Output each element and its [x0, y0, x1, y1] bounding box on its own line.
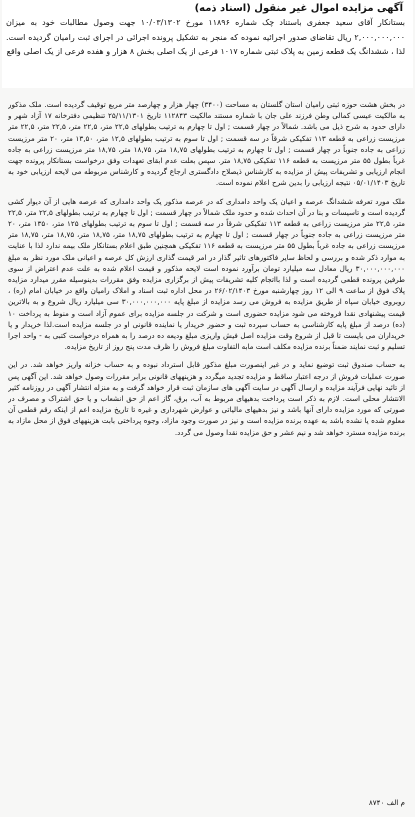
- notice-paragraph-1: در بخش هشت حوزه ثبتی رامیان استان گلستان به مساحت (۳۴۰۰) چهار هزار و چهارصد متر مربع توقیف گردیده است. ملک مذکور به مالکیت عیسی کمالی وطن فرزند علی جان با شماره مستند مالکیت ۱۱۲۸۴۳ تاریخ ۲۵/۱۱/۱۳۰۱ تنظیمی دفترخانه ۱۷ آزاد شهر و دارای حدود به شرح ذیل می باشد. شمالاً در چهار قسمت ; اول تا چهارم به ترتیب بطولهای ۲۲,۵ متر، ۲۲,۵ متر، ۲۲,۵ متر، ۲۲,۵ متر مرزیست زراعی به قطعه ۱۱۳ تفکیکی شرقاً در سه قسمت ; اول تا سوم به ترتیب بطولهای ۱۲,۵ متر، ۱۳,۵۰ متر، ۲۰ متر مرزیست زراعی به جاده جنوباً در چهار قسمت ; اول تا چهارم به ترتیب بطولهای ۱۸,۷۵ متر، ۱۸,۷۵ متر، ۱۸,۷۵ متر مرزیست زراعی به جاده غرباً بطول ۵۵ متر مرزیست به قطعه ۱۱۶ تفکیکی ۱۸,۷۵ متر. سپس بعلت عدم ابقای تعهدات وفق درخواست بستانکار پرونده جهت انجام ارزیابی و تشریفات پیش از مزایده به کارشناس ذیصلاح دادگستری ارجاع گردیده و کارشناس مربوطه می لایحه ارزیابی خود به تاریخ ۰۵/۰۱/۱۴۰۳ نتیجه ارزیابی را بدین شرح اعلام نموده است.: [8, 100, 405, 188]
- notice-footer-code: م الف ۸۷۴۰: [368, 798, 405, 807]
- notice-intro: بستانکار آقای سعید جعفری باستناد چک شماره ۱۱۸۹۶ مورخ ۱۰/۰۳/۱۳۰۲ جهت وصول مطالبات خود به میزان ۲,۰۰۰,۰۰۰,۰۰۰ ریال تقاضای صدور اجرائیه نموده که منجر به تشکیل پرونده اجرائی در اجرای ثبت رامیان گردیده است. لذا ، ششدانگ یک قطعه زمین به پلاک ثبتی شماره ۱۰۱۷ فرعی از یک اصلی بخش ۸ هزار و هفده فرعی از یک اصلی واقع: [6, 18, 406, 57]
- notice-title: آگهی مزایده اموال غیر منقول (اسناد ذمه): [194, 3, 403, 14]
- notice-body: [8, 99, 405, 799]
- notice-header-box: [2, 0, 413, 88]
- notice-paragraph-2: ملک مورد تعرفه ششدانگ عرصه و اعیان یک واحد دامداری که در عرصه مذکور یک واحد دامداری که عرصه هایی از آن دیوار کشی گردیده است و تاسیسات و بنا در آن احداث شده و حدود ملک شمالاً در چهار قسمت ; اول تا چهارم به ترتیب بطولهای ۲۲,۵ متر، ۲۲,۵ متر، ۲۲,۵ متر مرزیست زراعی به قطعه ۱۱۳ تفکیکی شرقاً در سه قسمت ; اول تا سوم به ترتیب بطولهای ۱۲۵ متر، ۱۳۵۰ متر، ۲۰ متر مرزیست زراعی به جاده جنوباً در چهار قسمت ; اول تا چهارم به ترتیب بطولهای ۱۸,۷۵ متر، ۱۸,۷۵ متر، ۱۸,۷۵ متر، ۱۸,۷۵ متر مرزیست زراعی به جاده غرباً بطول ۵۵ متر مرزیست به قطعه ۱۱۶ تفکیکی همچنین طبق اعلام بستانکار ملک بیمه ندارد لذا با عنایت به موارد ذکر شده و بررسی و لحاظ سایر فاکتورهای تاثیر گذار در امر قیمت گذاری ارزش کل عرصه و اعیانی ملک مورد نظر به مبلغ ۳۰,۰۰۰,۰۰۰,۰۰۰ ریال معادل سه میلیارد تومان برآورد نموده است لایحه مذکور و قیمت اعلام شده به علت عدم اعتراض از سوی طرفین پرونده قطعی گردیده است و لذا بااتجام کلیه تشریفات پیش از برگزاری مزایده وفق مقررات بدینوسیله مقرر میدارد مزایده پلاک فوق از ساعت ۹ الی ۱۲ روز چهارشنبه مورخ ۲۶/۰۲/۱۴۰۳ در محل اداره ثبت اسناد و املاک رامیان واقع در خیابان امام (ره) ، روبروی خیابان سپاه از طریق مزایده به فروش می رسد مزایده از مبلغ پایه ۳۰,۰۰۰,۰۰۰,۰۰۰ سی میلیارد ریال شروع و به بالاترین قیمت پیشنهادی نقدا فروخته می شود مزایده حضوری است و شرکت در جلسه مزایده برای عموم آزاد است و منوط به پرداخت ۱۰ (ده) درصد از مبلغ پایه کارشناسی به حساب سپرده ثبت و حضور خریدار یا نماینده قانونی او در جلسه مزایده است.لذا خریدار و یا خریداران می بایست تا قبل از شروع وقت مزایده اصل فیش واریزی مبلغ ودیعه ده درصد را به همراه درخواست کتبی به - واحد اجرا تسلیم و ثبت نمایند ضمناً برنده مزایده مکلف است مابه التفاوت مبلغ فروش را ظرف مدت پنج روز از تاریخ مزایده.: [8, 196, 405, 352]
- notice-paragraph-3: به حساب صندوق ثبت توضیع نماید و در غیر اینصورت مبلغ مذکور قابل استرداد نبوده و به حساب خزانه واریز خواهد شد. در این صورت عملیات فروش از درجه اعتبار ساقط و مزایده تجدید میگردد و هزینههای قانونی برابر مقررات وصول خواهد شد. این آگهی پس از تائید نهایی فرآیند مزایده و ارسال آگهی در سایت آگهی های سازمان ثبت قرار خواهد گرفت و به منزله انتشار آگهی در روزنامه کثیر الانتشار محلی است. لازم به ذکر است پرداخت بدهیهای مربوط به آب، برق، گاز اعم از حق انشعاب و یا حق اشتراک و مصرف در صورتی که مورد مزایده دارای آنها باشد و نیز بدهیهای مالیاتی و عوارض شهرداری و غیره تا تاریخ مزایده اعم از اینکه رقم قطعی آن معلوم شده یا نشده باشد به عهده برنده مزایده است و نیز در صورت وجود مازاد، وجوه پرداختی بابت هزینههای فوق از محل مازاد به برنده مزایده مسترد خواهد شد و نیم عشر و حق مزایده نقدا وصول می گردد.: [8, 360, 405, 437]
